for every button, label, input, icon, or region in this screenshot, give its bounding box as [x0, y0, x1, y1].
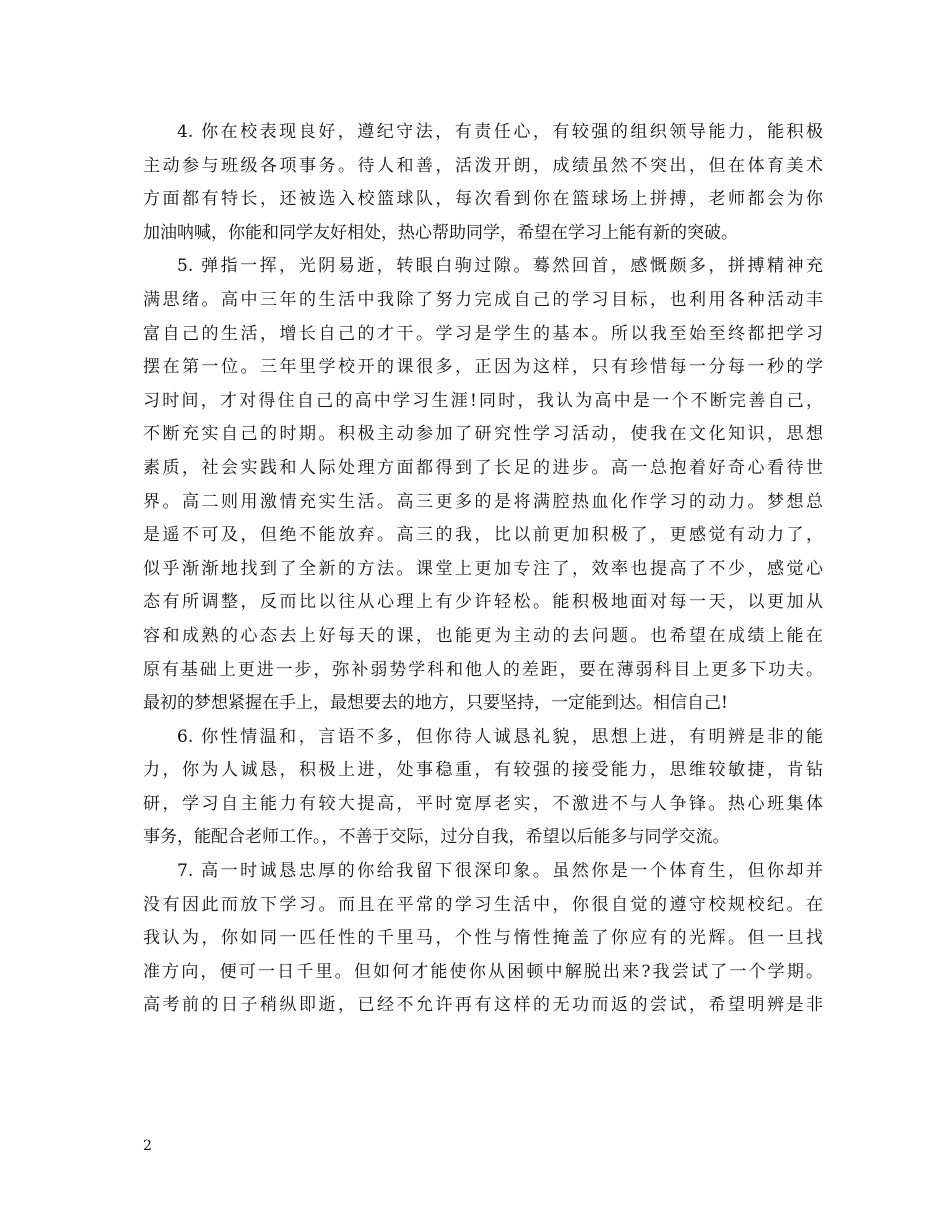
paragraph [143, 855, 823, 1023]
text-line: 方面都有特长，还被选入校篮球队，每次看到你在篮球场上拼搏，老师都会为你 [143, 189, 823, 210]
text-line: 4. 你在校表现良好，遵纪守法，有责任心，有较强的组织领导能力，能积极 [177, 122, 823, 142]
text-line: 我认为，你如同一匹任性的千里马，个性与惰性掩盖了你应有的光辉。但一旦找 [143, 928, 823, 949]
text-line: 7. 高一时诚恳忠厚的你给我留下很深印象。虽然你是一个体育生，但你却并 [177, 861, 823, 882]
paragraph [143, 116, 823, 250]
text-line: 是遥不可及，但绝不能放弃。高三的我，比以前更加积极了，更感觉有动力了， [143, 525, 823, 546]
text-line: 容和成熟的心态去上好每天的课，也能更为主动的去问题。也希望在成绩上能在 [143, 625, 823, 646]
text-line: 习时间，才对得住自己的高中学习生涯!同时，我认为高中是一个不断完善自己， [143, 390, 823, 411]
document-body [143, 116, 823, 1023]
text-line: 事务，能配合老师工作。，不善于交际，过分自我，希望以后能多与同学交流。 [143, 827, 730, 848]
text-line: 6. 你性情温和，言语不多，但你待人诚恳礼貌，思想上进，有明辨是非的能 [177, 726, 823, 747]
text-line: 最初的梦想紧握在手上，最想要去的地方，只要坚持，一定能到达。相信自己! [143, 693, 728, 714]
text-line: 富自己的生活，增长自己的才干。学习是学生的基本。所以我至始至终都把学习 [143, 323, 823, 344]
paragraph [143, 250, 823, 720]
text-line: 高考前的日子稍纵即逝，已经不允许再有这样的无功而返的尝试，希望明辨是非 [143, 995, 823, 1016]
text-line: 界。高二则用激情充实生活。高三更多的是将满腔热血化作学习的动力。梦想总 [143, 491, 823, 512]
text-line: 满思绪。高中三年的生活中我除了努力完成自己的学习目标，也利用各种活动丰 [143, 289, 823, 310]
text-line: 似乎渐渐地找到了全新的方法。课堂上更加专注了，效率也提高了不少，感觉心 [143, 558, 823, 579]
text-line: 5. 弹指一挥，光阴易逝，转眼白驹过隙。蓦然回首，感慨颇多，拼搏精神充 [177, 256, 823, 277]
text-line: 力，你为人诚恳，积极上进，处事稳重，有较强的接受能力，思维较敏捷，肯钻 [143, 760, 823, 781]
page-number: 2 [143, 1138, 152, 1154]
text-line: 摆在第一位。三年里学校开的课很多，正因为这样，只有珍惜每一分每一秒的学 [143, 357, 823, 378]
text-line: 没有因此而放下学习。而且在平常的学习生活中，你很自觉的遵守校规校纪。在 [143, 894, 823, 915]
paragraph [143, 721, 823, 855]
text-line: 加油呐喊，你能和同学友好相处，热心帮助同学，希望在学习上能有新的突破。 [143, 222, 738, 243]
text-line: 原有基础上更进一步，弥补弱势学科和他人的差距，要在薄弱科目上更多下功夫。 [143, 659, 823, 680]
text-line: 研，学习自主能力有较大提高，平时宽厚老实，不激进不与人争锋。热心班集体 [143, 793, 823, 814]
text-line: 不断充实自己的时期。积极主动参加了研究性学习活动，使我在文化知识，思想 [143, 424, 823, 445]
text-line: 准方向，便可一日千里。但如何才能使你从困顿中解脱出来?我尝试了一个学期。 [143, 961, 823, 982]
text-line: 主动参与班级各项事务。待人和善，活泼开朗，成绩虽然不突出，但在体育美术 [143, 155, 823, 176]
text-line: 素质，社会实践和人际处理方面都得到了长足的进步。高一总抱着好奇心看待世 [143, 457, 823, 478]
text-line: 态有所调整，反而比以往从心理上有少许轻松。能积极地面对每一天，以更加从 [143, 592, 823, 613]
